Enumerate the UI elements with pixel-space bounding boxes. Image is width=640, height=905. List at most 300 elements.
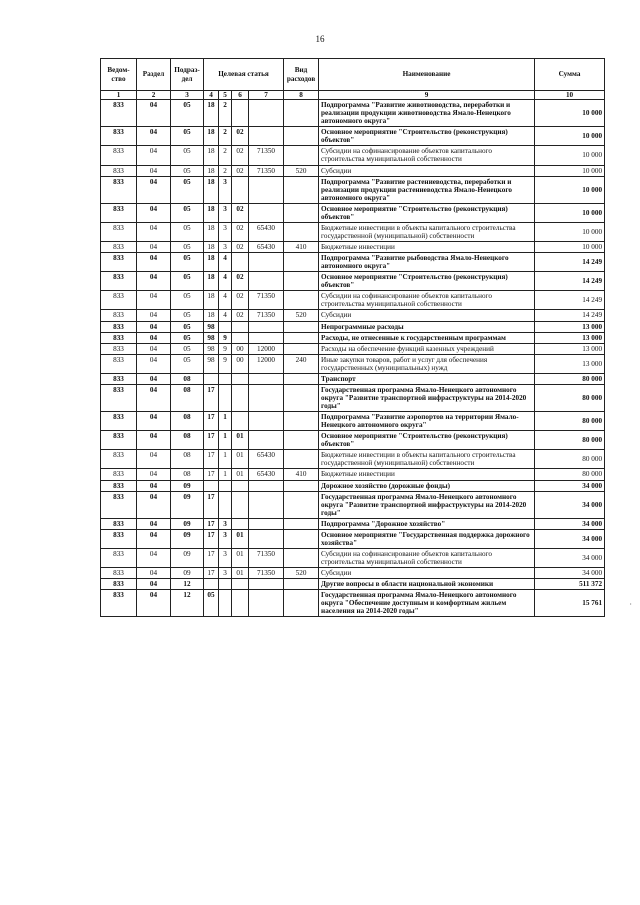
cell-razdel: 04 [137,203,171,222]
cell-expense-type [284,203,319,222]
cell-vedom: 833 [101,203,137,222]
cell-podrazdel: 05 [171,253,204,272]
cell-podrazdel: 12 [171,590,204,617]
cell-target-program: 17 [204,412,219,431]
cell-vedom: 833 [101,343,137,354]
cell-sum: 14 249 [535,310,605,321]
cell-sum: 13 000 [535,321,605,332]
table-row [101,579,605,590]
cell-sum: 80 000 [535,450,605,469]
cell-sum: 34 000 [535,518,605,529]
cell-razdel: 04 [137,310,171,321]
cell-podrazdel: 05 [171,354,204,373]
cell-expense-type [284,332,319,343]
col-number: 8 [284,91,319,100]
cell-razdel: 04 [137,272,171,291]
cell-podrazdel: 05 [171,291,204,310]
cell-podrazdel: 05 [171,321,204,332]
cell-target-direction [249,203,284,222]
cell-target-direction: 71350 [249,568,284,579]
cell-razdel: 04 [137,529,171,548]
cell-vedom: 833 [101,518,137,529]
cell-target-direction [249,321,284,332]
cell-target-event: 02 [232,146,249,165]
cell-target-direction [249,176,284,203]
cell-razdel: 04 [137,321,171,332]
cell-vedom: 833 [101,373,137,384]
cell-target-subprogram [219,321,232,332]
cell-name: Подпрограмма "Развитие аэропортов на территории Ямало-Ненецкого автономного округа" [319,412,535,431]
cell-name: Основное мероприятие "Строительство (реконструкция) объектов" [319,127,535,146]
cell-target-program: 05 [204,590,219,617]
cell-name: Другие вопросы в области национальной экономики [319,579,535,590]
cell-target-direction: 65430 [249,222,284,241]
cell-target-program [204,373,219,384]
cell-target-event: 02 [232,127,249,146]
cell-vedom: 833 [101,412,137,431]
cell-podrazdel: 09 [171,518,204,529]
cell-target-program: 98 [204,332,219,343]
table-row [101,450,605,469]
cell-target-program: 17 [204,548,219,567]
cell-vedom: 833 [101,242,137,253]
cell-target-direction [249,127,284,146]
cell-expense-type [284,253,319,272]
cell-target-program: 17 [204,450,219,469]
cell-target-subprogram: 4 [219,253,232,272]
cell-target-event [232,373,249,384]
cell-target-event [232,321,249,332]
cell-name: Государственная программа Ямало-Ненецкого автономного округа "Обеспечение доступным и комфортным жильем населения на 2014-2020 годы" [319,590,535,617]
cell-sum: 10 000 [535,203,605,222]
cell-target-subprogram: 3 [219,548,232,567]
cell-expense-type [284,450,319,469]
cell-target-event [232,480,249,491]
cell-target-direction [249,579,284,590]
cell-target-direction: 65430 [249,469,284,480]
cell-name: Государственная программа Ямало-Ненецкого автономного округа "Развитие транспортной инфраструктуры на 2014-2020 годы" [319,491,535,518]
cell-target-direction [249,529,284,548]
cell-target-direction [249,491,284,518]
cell-vedom: 833 [101,321,137,332]
cell-target-program [204,579,219,590]
header-sum: Сумма [535,59,605,91]
cell-sum: 14 249 [535,253,605,272]
cell-expense-type [284,480,319,491]
cell-expense-type [284,291,319,310]
cell-expense-type [284,127,319,146]
cell-target-direction: 65430 [249,242,284,253]
cell-name: Подпрограмма "Развитие рыбоводства Ямало-Ненецкого автономного округа" [319,253,535,272]
cell-target-direction: 71350 [249,310,284,321]
cell-razdel: 04 [137,491,171,518]
cell-vedom: 833 [101,100,137,127]
cell-name: Субсидии на софинансирование объектов капитального строительства муниципальной собственности [319,146,535,165]
cell-target-event: 01 [232,529,249,548]
cell-target-program: 17 [204,431,219,450]
cell-razdel: 04 [137,548,171,567]
cell-sum: 10 000 [535,222,605,241]
cell-vedom: 833 [101,491,137,518]
header-razdel: Раздел [137,59,171,91]
header-name: Наименование [319,59,535,91]
cell-razdel: 04 [137,291,171,310]
cell-sum: 34 000 [535,568,605,579]
cell-target-event: 02 [232,272,249,291]
cell-target-program: 18 [204,176,219,203]
cell-target-direction: 71350 [249,548,284,567]
cell-vedom: 833 [101,146,137,165]
cell-target-subprogram: 3 [219,518,232,529]
cell-expense-type [284,431,319,450]
cell-target-subprogram [219,373,232,384]
cell-name: Иные закупки товаров, работ и услуг для обеспечения государственных (муниципальных) нужд [319,354,535,373]
cell-target-subprogram: 1 [219,469,232,480]
cell-podrazdel: 05 [171,100,204,127]
cell-target-program: 18 [204,242,219,253]
column-number-row [101,91,605,100]
cell-razdel: 04 [137,354,171,373]
cell-target-event: 00 [232,354,249,373]
cell-target-direction: 71350 [249,146,284,165]
cell-sum: 80 000 [535,373,605,384]
cell-expense-type: 240 [284,354,319,373]
cell-sum: 10 000 [535,242,605,253]
cell-podrazdel: 08 [171,412,204,431]
cell-razdel: 04 [137,431,171,450]
cell-target-direction [249,332,284,343]
cell-target-direction [249,590,284,617]
cell-target-program: 18 [204,222,219,241]
cell-target-subprogram: 4 [219,291,232,310]
cell-target-program: 17 [204,529,219,548]
cell-sum: 80 000 [535,431,605,450]
cell-vedom: 833 [101,222,137,241]
cell-razdel: 04 [137,469,171,480]
cell-target-subprogram: 3 [219,222,232,241]
cell-expense-type [284,146,319,165]
cell-target-direction: 12000 [249,343,284,354]
cell-vedom: 833 [101,127,137,146]
cell-target-program: 98 [204,343,219,354]
cell-target-program: 98 [204,354,219,373]
cell-target-event: 02 [232,242,249,253]
cell-razdel: 04 [137,176,171,203]
cell-target-program: 18 [204,127,219,146]
cell-expense-type [284,373,319,384]
cell-razdel: 04 [137,480,171,491]
cell-podrazdel: 08 [171,469,204,480]
table-row [101,127,605,146]
table-row [101,253,605,272]
cell-podrazdel: 05 [171,176,204,203]
cell-razdel: 04 [137,384,171,411]
cell-target-direction [249,272,284,291]
cell-name: Субсидии [319,165,535,176]
cell-target-direction [249,431,284,450]
cell-target-event: 02 [232,222,249,241]
cell-target-program: 17 [204,384,219,411]
table-row [101,100,605,127]
cell-razdel: 04 [137,450,171,469]
cell-sum: 10 000 [535,100,605,127]
cell-target-subprogram: 4 [219,310,232,321]
table-row [101,548,605,567]
cell-name: Субсидии [319,310,535,321]
table-row [101,176,605,203]
cell-expense-type: 410 [284,242,319,253]
table-row [101,469,605,480]
cell-target-event [232,412,249,431]
cell-target-event [232,100,249,127]
cell-razdel: 04 [137,332,171,343]
cell-vedom: 833 [101,469,137,480]
cell-target-program: 17 [204,491,219,518]
col-number: 9 [319,91,535,100]
cell-vedom: 833 [101,529,137,548]
cell-expense-type [284,548,319,567]
cell-podrazdel: 05 [171,272,204,291]
cell-expense-type [284,384,319,411]
col-number: 7 [249,91,284,100]
cell-sum: 34 000 [535,491,605,518]
cell-razdel: 04 [137,222,171,241]
cell-sum: 34 000 [535,480,605,491]
cell-target-subprogram: 1 [219,412,232,431]
cell-name: Субсидии на софинансирование объектов капитального строительства муниципальной собственности [319,548,535,567]
cell-target-event: 02 [232,203,249,222]
cell-target-subprogram: 9 [219,343,232,354]
cell-sum: 10 000 [535,146,605,165]
cell-target-program [204,480,219,491]
cell-razdel: 04 [137,518,171,529]
table-row [101,412,605,431]
cell-expense-type: 520 [284,165,319,176]
cell-name: Расходы, не отнесенные к государственным программам [319,332,535,343]
cell-target-program: 18 [204,310,219,321]
cell-target-event: 01 [232,469,249,480]
col-number: 1 [101,91,137,100]
cell-expense-type [284,100,319,127]
cell-target-program: 18 [204,203,219,222]
page-number: 16 [315,34,325,44]
cell-podrazdel: 05 [171,127,204,146]
cell-target-event: 01 [232,431,249,450]
table-row [101,480,605,491]
cell-target-program: 18 [204,146,219,165]
cell-name: Основное мероприятие "Строительство (реконструкция) объектов" [319,431,535,450]
cell-target-direction: 71350 [249,291,284,310]
cell-target-program: 17 [204,469,219,480]
cell-name: Субсидии [319,568,535,579]
cell-expense-type [284,321,319,332]
cell-expense-type [284,343,319,354]
cell-target-program: 18 [204,272,219,291]
table-row [101,373,605,384]
cell-target-direction: 12000 [249,354,284,373]
table-body [101,100,605,617]
table-row [101,203,605,222]
cell-expense-type [284,272,319,291]
cell-podrazdel: 08 [171,373,204,384]
cell-target-event [232,253,249,272]
cell-target-subprogram: 1 [219,450,232,469]
cell-sum: 10 000 [535,127,605,146]
cell-name: Расходы на обеспечение функций казенных учреждений [319,343,535,354]
cell-expense-type [284,579,319,590]
cell-razdel: 04 [137,579,171,590]
table-row [101,146,605,165]
cell-expense-type [284,222,319,241]
cell-target-event: 02 [232,165,249,176]
table-row [101,529,605,548]
cell-target-subprogram [219,384,232,411]
cell-expense-type: 520 [284,310,319,321]
cell-name: Основное мероприятие "Строительство (реконструкция) объектов" [319,203,535,222]
cell-target-event [232,176,249,203]
cell-target-subprogram: 4 [219,272,232,291]
cell-vedom: 833 [101,480,137,491]
cell-podrazdel: 05 [171,343,204,354]
table-row [101,431,605,450]
cell-target-subprogram: 2 [219,100,232,127]
cell-name: Основное мероприятие "Строительство (реконструкция) объектов" [319,272,535,291]
cell-vedom: 833 [101,176,137,203]
cell-name: Субсидии на софинансирование объектов капитального строительства муниципальной собственности [319,291,535,310]
cell-expense-type [284,176,319,203]
cell-name: Подпрограмма "Дорожное хозяйство" [319,518,535,529]
cell-vedom: 833 [101,548,137,567]
cell-sum: 34 000 [535,548,605,567]
cell-target-subprogram [219,590,232,617]
col-number: 6 [232,91,249,100]
col-number: 4 [204,91,219,100]
cell-target-event: 02 [232,310,249,321]
cell-sum: 10 000 [535,176,605,203]
cell-name: Бюджетные инвестиции в объекты капитального строительства государственной (муниципальной) собственности [319,222,535,241]
table-row [101,590,605,617]
table-row [101,343,605,354]
cell-podrazdel: 08 [171,431,204,450]
cell-name: Подпрограмма "Развитие растениеводства, переработки и реализации продукции растениеводства Ямало-Ненецкого автономного округа" [319,176,535,203]
table-row [101,165,605,176]
table-row [101,291,605,310]
cell-vedom: 833 [101,431,137,450]
cell-vedom: 833 [101,579,137,590]
cell-target-subprogram: 3 [219,529,232,548]
col-number: 10 [535,91,605,100]
cell-target-subprogram [219,491,232,518]
cell-target-event: 01 [232,568,249,579]
cell-name: Государственная программа Ямало-Ненецкого автономного округа "Развитие транспортной инфраструктуры на 2014-2020 годы" [319,384,535,411]
cell-expense-type [284,518,319,529]
table-row [101,332,605,343]
header-vid: Вид расходов [284,59,319,91]
cell-name: Бюджетные инвестиции [319,469,535,480]
cell-podrazdel: 05 [171,242,204,253]
cell-target-direction: 65430 [249,450,284,469]
cell-target-event [232,491,249,518]
cell-expense-type [284,529,319,548]
table-row [101,384,605,411]
cell-target-event [232,590,249,617]
cell-target-event [232,332,249,343]
header-podrazdel: Подраз-дел [171,59,204,91]
cell-podrazdel: 05 [171,203,204,222]
cell-vedom: 833 [101,450,137,469]
table-row [101,222,605,241]
cell-vedom: 833 [101,354,137,373]
cell-target-program: 17 [204,568,219,579]
cell-target-event: 02 [232,291,249,310]
cell-name: Основное мероприятие "Государственная поддержка дорожного хозяйства" [319,529,535,548]
cell-target-subprogram: 2 [219,146,232,165]
cell-target-direction [249,412,284,431]
cell-target-event [232,384,249,411]
cell-target-event: 01 [232,450,249,469]
cell-sum: 14 249 [535,291,605,310]
header-target: Целевая статья [204,59,284,91]
cell-podrazdel: 09 [171,568,204,579]
table-row [101,272,605,291]
cell-razdel: 04 [137,253,171,272]
cell-sum: 80 000 [535,412,605,431]
cell-target-subprogram: 1 [219,431,232,450]
table-row [101,321,605,332]
cell-target-subprogram: 3 [219,203,232,222]
cell-target-event: 00 [232,343,249,354]
cell-target-direction [249,100,284,127]
header-vedom: Ведом-ство [101,59,137,91]
cell-podrazdel: 08 [171,450,204,469]
cell-sum: 14 249 [535,272,605,291]
cell-razdel: 04 [137,590,171,617]
cell-vedom: 833 [101,568,137,579]
cell-target-subprogram: 2 [219,127,232,146]
cell-target-subprogram: 9 [219,332,232,343]
table-row [101,354,605,373]
cell-razdel: 04 [137,412,171,431]
cell-vedom: 833 [101,332,137,343]
cell-vedom: 833 [101,590,137,617]
cell-target-program: 18 [204,100,219,127]
cell-sum: 13 000 [535,343,605,354]
cell-vedom: 833 [101,384,137,411]
cell-target-program: 98 [204,321,219,332]
cell-razdel: 04 [137,343,171,354]
cell-target-direction [249,518,284,529]
cell-podrazdel: 05 [171,165,204,176]
cell-razdel: 04 [137,373,171,384]
cell-podrazdel: 08 [171,384,204,411]
table-row [101,491,605,518]
cell-razdel: 04 [137,568,171,579]
cell-expense-type [284,412,319,431]
cell-target-event: 01 [232,548,249,567]
cell-target-program: 18 [204,253,219,272]
cell-name: Бюджетные инвестиции в объекты капитального строительства государственной (муниципальной) собственности [319,450,535,469]
cell-expense-type: 520 [284,568,319,579]
cell-target-subprogram: 3 [219,242,232,253]
table-row [101,242,605,253]
cell-sum: 10 000 [535,165,605,176]
budget-table [100,58,605,617]
col-number: 5 [219,91,232,100]
cell-target-subprogram: 9 [219,354,232,373]
cell-podrazdel: 09 [171,548,204,567]
cell-podrazdel: 09 [171,480,204,491]
cell-podrazdel: 05 [171,332,204,343]
